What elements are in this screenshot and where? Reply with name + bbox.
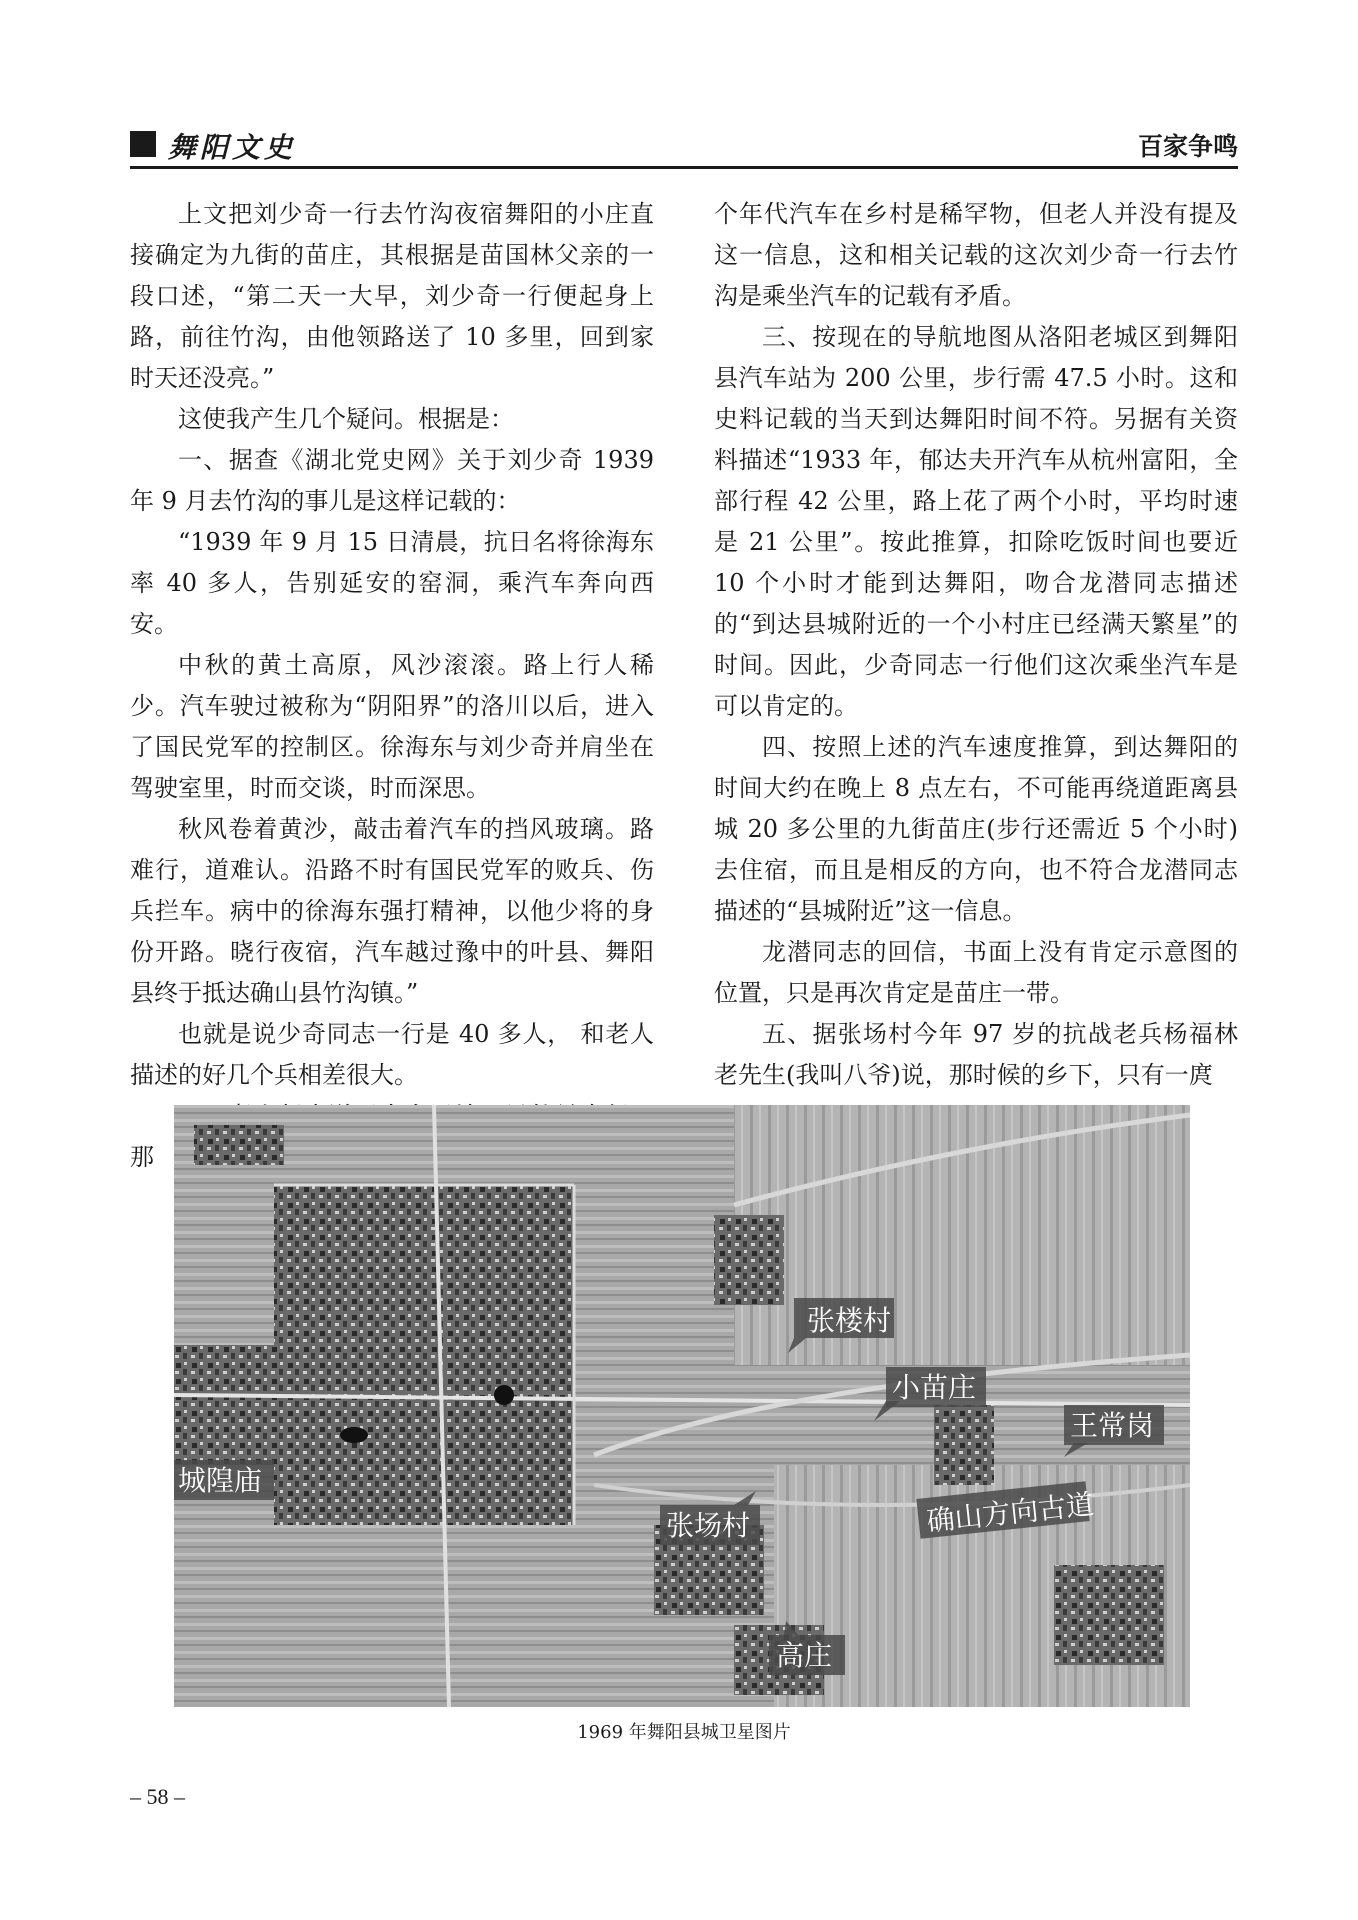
- right-column: [714, 194, 1238, 1096]
- paragraph: 那: [130, 1143, 154, 1171]
- figure-caption: 1969 年舞阳县城卫星图片: [577, 1722, 791, 1743]
- paragraph: 四、按照上述的汽车速度推算，到达舞阳的时间大约在晚上 8 点左右，不可能再绕道距离县城 20 多公里的九街苗庄(步行还需近 5 个小时)去住宿，而且是相反的方向，也不符合龙潜同志描述的“县城附近”这一信息。: [714, 733, 1238, 925]
- paragraph: 五、据张场村今年 97 岁的抗战老兵杨福林老先生(我叫八爷)说，那时候的乡下，只有一庹: [714, 1020, 1238, 1089]
- label-gaozhuang-text: 高庄: [776, 1639, 833, 1672]
- quote-paragraph: 秋风卷着黄沙，敲击着汽车的挡风玻璃。路难行，道难认。沿路不时有国民党军的败兵、伤兵拦车。病中的徐海东强打精神，以他少将的身份开路。晓行夜宿，汽车越过豫中的叶县、舞阳县终于抵达确山县竹沟镇。”: [130, 815, 654, 1007]
- label-xiaomiao-text: 小苗庄: [892, 1371, 977, 1404]
- satellite-map-figure: [174, 1105, 1190, 1707]
- label-chenghuang-text: 城隍庙: [178, 1464, 263, 1497]
- paragraph: 上文把刘少奇一行去竹沟夜宿舞阳的小庄直接确定为九街的苗庄，其根据是苗国林父亲的一段口述，“第二天一大早，刘少奇一行便起身上路，前往竹沟，由他领路送了 10 多里，回到家时天还没亮。”: [130, 200, 654, 392]
- label-queshan-text: 确山方向古道: [925, 1487, 1096, 1538]
- satellite-map: [174, 1105, 1190, 1707]
- quote-paragraph: 中秋的黄土高原，风沙滚滚。路上行人稀少。汽车驶过被称为“阴阳界”的洛川以后，进入了国民党军的控制区。徐海东与刘少奇并肩坐在驾驶室里，时而交谈，时而深思。: [130, 651, 654, 802]
- paragraph: 也就是说少奇同志一行是 40 多人， 和老人描述的好几个兵相差很大。: [130, 1020, 654, 1089]
- paragraph: 个年代汽车在乡村是稀罕物，但老人并没有提及这一信息，这和相关记载的这次刘少奇一行去竹沟是乘坐汽车的记载有矛盾。: [714, 200, 1238, 310]
- left-column: [130, 194, 654, 1178]
- label-wangchang-text: 王常岗: [1070, 1409, 1155, 1442]
- paragraph: 这使我产生几个疑问。根据是：: [178, 405, 514, 433]
- quote-paragraph: “1939 年 9 月 15 日清晨，抗日名将徐海东率 40 多人，告别延安的窑洞，乘汽车奔向西安。: [130, 528, 654, 638]
- paragraph: 三、按现在的导航地图从洛阳老城区到舞阳县汽车站为 200 公里，步行需 47.5 小时。这和史料记载的当天到达舞阳时间不符。另据有关资料描述“1933 年，郁达夫开汽车从杭州富阳，全部行程 42 公里，路上花了两个小时，平均时速是 21 公里”。按此推算，扣除吃饭时间也要近 10 个小时才能到达舞阳，吻合龙潜同志描述的“到达县城附近的一个小村庄已经满天繁星”的时间。因此，少奇同志一行他们这次乘坐汽车是可以肯定的。: [714, 323, 1238, 720]
- paragraph: 龙潜同志的回信，书面上没有肯定示意图的位置，只是再次肯定是苗庄一带。: [714, 938, 1238, 1007]
- header-square-mark: [130, 131, 156, 157]
- journal-title: 舞阳文史: [168, 131, 297, 164]
- page-number: – 58 –: [130, 1784, 185, 1809]
- label-chenghuang: [174, 1460, 274, 1500]
- label-zhanglou-text: 张楼村: [807, 1304, 892, 1337]
- label-zhangchang-text: 张场村: [666, 1509, 751, 1542]
- section-title: 百家争鸣: [1137, 132, 1238, 161]
- header-rule: [130, 166, 1238, 169]
- page-header: [130, 128, 1238, 164]
- paragraph: 一、据查《湖北党史网》关于刘少奇 1939 年 9 月去竹沟的事儿是这样记载的：: [130, 446, 654, 515]
